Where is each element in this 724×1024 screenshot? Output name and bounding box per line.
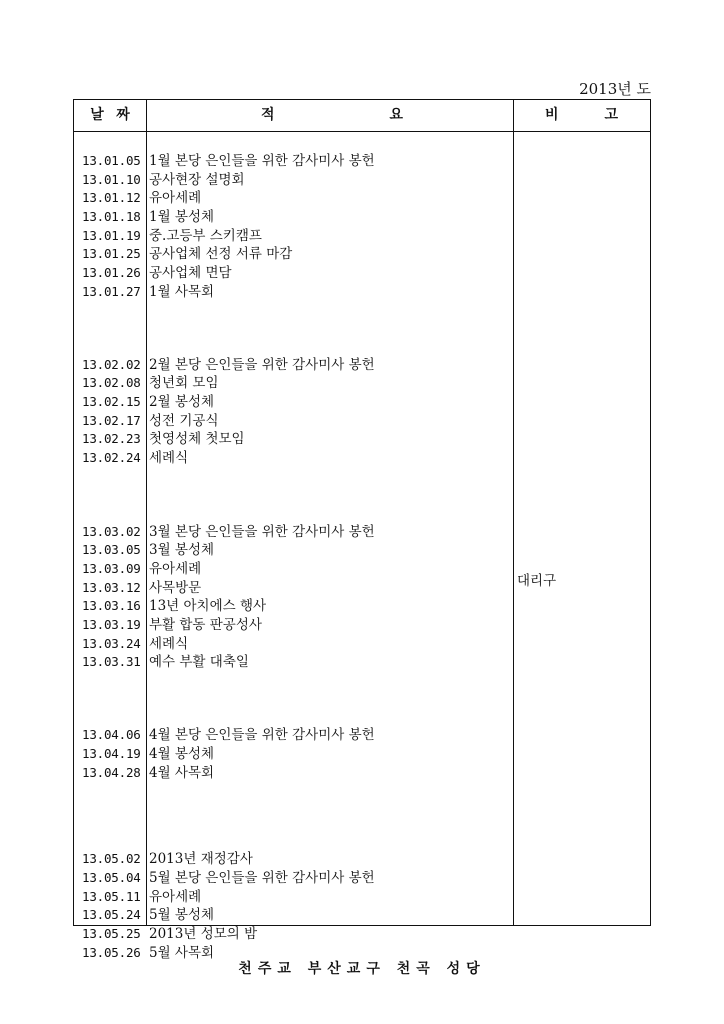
table-row <box>74 850 650 869</box>
row-date: 13.04.19 <box>82 745 141 761</box>
row-date: 13.03.31 <box>82 654 141 670</box>
row-description: 세례식 <box>149 635 189 652</box>
month-group <box>74 356 650 468</box>
row-date: 13.01.25 <box>82 246 141 262</box>
row-description: 세례식 <box>149 449 189 466</box>
row-description: 3월 봉성체 <box>149 542 215 559</box>
table-row <box>74 560 650 579</box>
row-description: 사목방문 <box>149 579 202 596</box>
table-row <box>74 541 650 560</box>
month-group <box>74 523 650 673</box>
table-header <box>74 100 650 132</box>
row-date: 13.02.02 <box>82 356 141 372</box>
row-date: 13.03.02 <box>82 523 141 539</box>
table-row <box>74 227 650 246</box>
row-date: 13.01.19 <box>82 227 141 243</box>
row-description: 4월 사목회 <box>149 764 215 781</box>
row-description: 공사업체 면담 <box>149 265 232 282</box>
row-date: 13.05.25 <box>82 925 141 941</box>
table-row <box>74 888 650 907</box>
row-description: 부활 합동 판공성사 <box>149 617 262 634</box>
header-description: 적 요 <box>261 107 403 123</box>
row-description: 2월 본당 은인들을 위한 감사미사 봉헌 <box>149 356 375 373</box>
row-date: 13.03.05 <box>82 542 141 558</box>
table-row <box>74 523 650 542</box>
row-description: 예수 부활 대축일 <box>149 654 249 671</box>
table-row <box>74 869 650 888</box>
row-date: 13.05.04 <box>82 869 141 885</box>
row-description: 청년회 모임 <box>149 375 219 392</box>
table-row <box>74 925 650 944</box>
row-description: 5월 봉성체 <box>149 907 215 924</box>
table-row <box>74 430 650 449</box>
year-label: 2013년 도 <box>579 80 651 98</box>
row-description: 1월 봉성체 <box>149 209 215 226</box>
table-row <box>74 726 650 745</box>
month-group <box>74 152 650 302</box>
row-date: 13.05.26 <box>82 944 141 960</box>
row-date: 13.03.12 <box>82 579 141 595</box>
table-row <box>74 245 650 264</box>
table-row <box>74 745 650 764</box>
row-date: 13.02.17 <box>82 412 141 428</box>
row-date: 13.03.19 <box>82 617 141 633</box>
row-description: 5월 본당 은인들을 위한 감사미사 봉헌 <box>149 869 375 886</box>
row-date: 13.02.08 <box>82 375 141 391</box>
table-row <box>74 374 650 393</box>
row-date: 13.03.16 <box>82 598 141 614</box>
row-date: 13.03.09 <box>82 561 141 576</box>
row-description: 2013년 성모의 밤 <box>149 925 258 942</box>
row-description: 성전 기공식 <box>149 412 219 429</box>
header-date: 날 짜 <box>90 107 130 123</box>
table-row <box>74 264 650 283</box>
row-date: 13.02.24 <box>82 449 141 465</box>
row-description: 3월 본당 은인들을 위한 감사미사 봉헌 <box>149 523 375 540</box>
table-row <box>74 356 650 375</box>
row-description: 1월 본당 은인들을 위한 감사미사 봉헌 <box>149 153 375 169</box>
row-date: 13.01.18 <box>82 209 141 225</box>
row-date: 13.01.05 <box>82 153 141 168</box>
schedule-table <box>73 99 651 961</box>
table-row <box>74 597 650 616</box>
row-date: 13.01.27 <box>82 283 141 299</box>
month-group <box>74 850 650 962</box>
table-row <box>74 579 650 598</box>
row-date: 13.05.11 <box>82 888 141 904</box>
table-row <box>74 764 650 783</box>
row-description: 유아세례 <box>149 190 202 207</box>
row-description: 중.고등부 스키캠프 <box>149 227 262 244</box>
row-description: 4월 본당 은인들을 위한 감사미사 봉헌 <box>149 727 375 744</box>
month-group <box>74 726 650 782</box>
row-description: 유아세례 <box>149 888 202 905</box>
table-row <box>74 635 650 654</box>
row-description: 5월 사목회 <box>149 944 215 961</box>
row-description: 4월 봉성체 <box>149 745 215 762</box>
header-note: 비 고 <box>545 107 618 123</box>
row-description: 공사현장 설명회 <box>149 171 245 188</box>
table-row <box>74 171 650 190</box>
row-description: 첫영성체 첫모임 <box>149 431 245 448</box>
footer-parish-name: 천주교 부산교구 천곡 성당 <box>238 961 486 977</box>
row-description: 1월 사목회 <box>149 283 215 300</box>
note-text: 대리구 <box>517 573 557 589</box>
row-date: 13.02.23 <box>82 431 141 447</box>
row-date: 13.05.02 <box>82 851 141 867</box>
table-body <box>74 152 650 962</box>
table-row <box>74 189 650 208</box>
row-description: 유아세례 <box>149 561 202 577</box>
table-row <box>74 412 650 431</box>
table-row <box>74 449 650 468</box>
table-row <box>74 283 650 302</box>
row-date: 13.01.10 <box>82 171 141 187</box>
row-description: 공사업체 선정 서류 마감 <box>149 246 293 263</box>
table-row <box>74 208 650 227</box>
row-date: 13.01.12 <box>82 190 141 206</box>
table-row <box>74 152 650 171</box>
row-date: 13.04.28 <box>82 764 141 780</box>
row-date: 13.04.06 <box>82 727 141 743</box>
table-row <box>74 906 650 925</box>
table-row <box>74 653 650 672</box>
row-date: 13.05.24 <box>82 907 141 923</box>
row-description: 2013년 재정감사 <box>149 851 253 868</box>
row-date: 13.02.15 <box>82 393 141 409</box>
row-description: 13년 아치에스 행사 <box>149 598 267 615</box>
table-row <box>74 616 650 635</box>
row-date: 13.01.26 <box>82 265 141 281</box>
row-description: 2월 봉성체 <box>149 393 215 410</box>
row-date: 13.03.24 <box>82 635 141 651</box>
table-row <box>74 393 650 412</box>
